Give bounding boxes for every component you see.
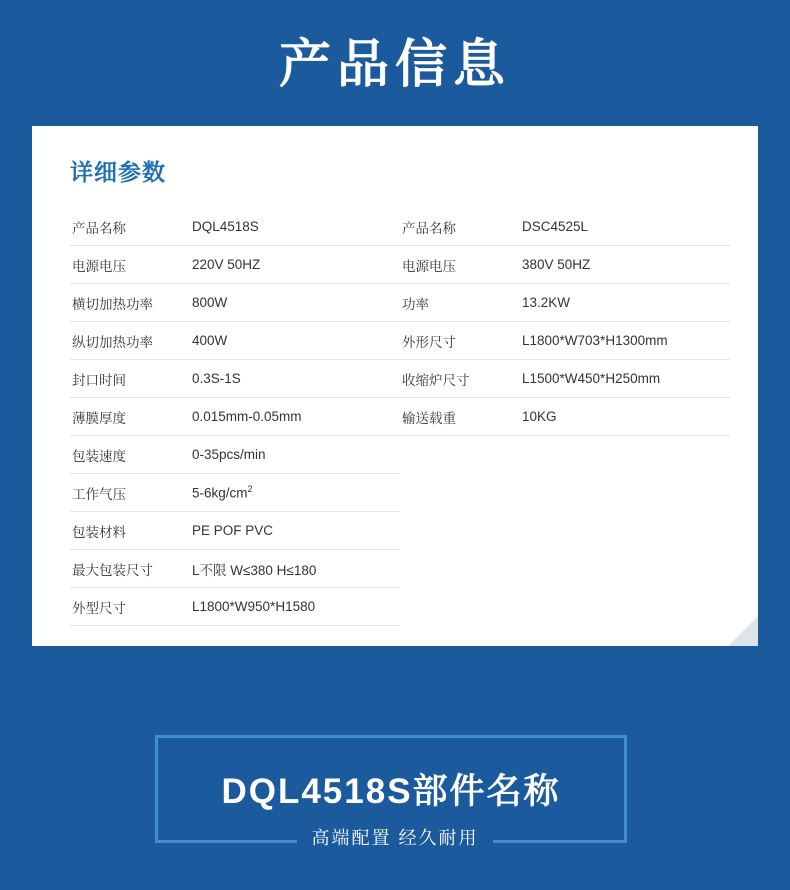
banner-sub-line-left: [243, 841, 287, 842]
spec-label: 外形尺寸: [402, 334, 456, 350]
spec-row: [400, 284, 730, 322]
spec-value: 400W: [192, 333, 228, 348]
spec-value: 220V 50HZ: [192, 257, 261, 272]
spec-label: 横切加热功率: [72, 296, 153, 312]
spec-value: DQL4518S: [192, 219, 259, 234]
spec-label: 输送载重: [402, 410, 456, 426]
spec-column-right: [400, 208, 730, 626]
spec-row: [400, 322, 730, 360]
spec-row: [70, 322, 400, 360]
spec-column-left: [70, 208, 400, 626]
section-title: 详细参数: [70, 159, 166, 185]
spec-label: 功率: [402, 296, 429, 312]
spec-value: 0.3S-1S: [192, 371, 241, 386]
spec-row: [70, 208, 400, 246]
spec-row: [70, 550, 400, 588]
spec-row: [70, 474, 400, 512]
spec-row: [400, 208, 730, 246]
spec-row: [70, 360, 400, 398]
banner-title: DQL4518S部件名称: [221, 772, 561, 811]
spec-label: 包装速度: [72, 448, 126, 464]
banner-subtitle-wrap: [0, 824, 790, 850]
spec-label: 包装材料: [72, 524, 126, 540]
spec-label: 封口时间: [72, 372, 126, 388]
spec-label: 电源电压: [402, 258, 456, 274]
spec-label: 收缩炉尺寸: [402, 372, 470, 388]
spec-label: 纵切加热功率: [72, 334, 153, 350]
spec-row: [70, 512, 400, 550]
spec-row: [70, 284, 400, 322]
spec-value: 0-35pcs/min: [192, 447, 266, 462]
spec-label: 工作气压: [72, 486, 126, 502]
spec-row: [400, 550, 730, 588]
spec-table: [70, 208, 730, 626]
spec-row: [400, 436, 730, 474]
spec-label: 产品名称: [402, 220, 456, 236]
spec-value: L1800*W703*H1300mm: [522, 333, 668, 348]
page-title: 产品信息: [278, 36, 511, 94]
spec-row: [70, 436, 400, 474]
spec-row: [70, 588, 400, 626]
spec-value: 10KG: [522, 409, 557, 424]
spec-label: 产品名称: [72, 220, 126, 236]
spec-label: 薄膜厚度: [72, 410, 126, 426]
spec-value: L1800*W950*H1580: [192, 599, 316, 614]
spec-value: DSC4525L: [522, 219, 589, 234]
spec-row: [400, 474, 730, 512]
spec-value: 0.015mm-0.05mm: [192, 409, 302, 424]
spec-row: [70, 246, 400, 284]
spec-row: [400, 588, 730, 626]
spec-card: [32, 126, 758, 646]
spec-label: 电源电压: [72, 258, 126, 274]
spec-row: [400, 512, 730, 550]
card-corner-fold: [728, 616, 758, 646]
spec-value: L不限 W≤380 H≤180: [192, 562, 317, 578]
spec-value: 13.2KW: [522, 295, 571, 310]
spec-value: $5-6kg/cm^2$: [192, 484, 253, 501]
spec-row: [70, 398, 400, 436]
spec-value: PE POF PVC: [192, 523, 274, 538]
spec-row: [400, 398, 730, 436]
spec-value: L1500*W450*H250mm: [522, 371, 661, 386]
spec-row: [400, 246, 730, 284]
banner-sub-line-right: [503, 841, 547, 842]
spec-value: 380V 50HZ: [522, 257, 591, 272]
spec-value: 800W: [192, 295, 228, 310]
banner-subtitle: 高端配置 经久耐用: [297, 824, 492, 850]
spec-label: 外型尺寸: [72, 600, 126, 616]
spec-label: 最大包装尺寸: [72, 562, 153, 578]
spec-row: [400, 360, 730, 398]
